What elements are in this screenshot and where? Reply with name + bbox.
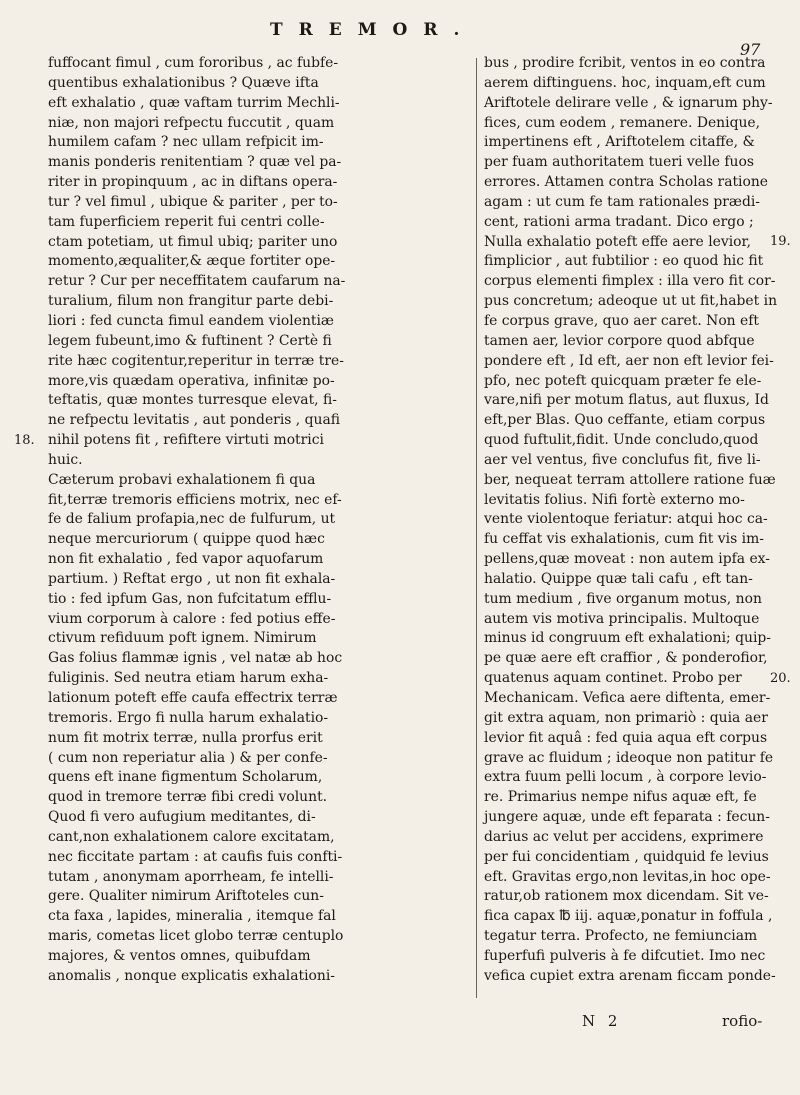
column-divider: [476, 58, 477, 998]
text-line: non fit exhalatio , fed vapor aquofarum: [48, 551, 324, 568]
text-line: tum medium , five organum motus, non: [484, 590, 762, 607]
text-line: Cæterum probavi exhalationem fi qua: [48, 471, 316, 488]
text-line: fimplicior , aut fubtilior : eo quod hic fit: [484, 253, 764, 270]
text-line: ratur,ob rationem mox dicendam. Sit ve-: [484, 888, 769, 905]
text-line: huic.: [48, 451, 83, 468]
text-line: pus concretum; adeoque ut ut fit,habet in: [484, 293, 778, 310]
text-line: nec ficcitate partam : at caufis fuis confti-: [48, 848, 343, 865]
running-header: [0, 20, 800, 59]
margin-note-19: 19.: [770, 234, 791, 249]
text-line: corpus elementi fimplex : illa vero fit cor-: [484, 273, 776, 290]
text-line: num fit motrix terræ, nulla prorfus erit: [48, 729, 323, 746]
running-title: TREMOR.: [270, 20, 476, 40]
text-line: retur ? Cur per neceffitatem caufarum na-: [48, 273, 346, 290]
text-line: more,vis quædam operativa, infinitæ po-: [48, 372, 335, 389]
page-footer: [0, 1012, 800, 1034]
text-line: maris, cometas licet globo terræ centuplo: [48, 928, 344, 945]
text-line: bus , prodire fcribit, ventos in eo contra: [484, 55, 766, 71]
text-line: agam : ut cum fe tam rationales prædi-: [484, 193, 760, 210]
text-line: fu ceffat vis exhalationis, cum fit vis im-: [484, 531, 764, 548]
text-line: tam fuperficiem reperit fui centri colle-: [48, 213, 325, 230]
text-line: cant,non exhalationem calore excitatam,: [48, 828, 335, 845]
text-line: per fuam authoritatem tueri velle fuos: [484, 154, 754, 171]
text-line: ber, nequeat terram attollere ratione fuæ: [484, 471, 776, 488]
text-line: teftatis, quæ montes turresque elevat, fi-: [48, 392, 337, 409]
text-line: pondere eft , Id eft, aer non eft levior fei-: [484, 352, 774, 369]
text-line: fica capax ℔ iij. aquæ,ponatur in foffula ,: [484, 908, 773, 925]
text-line: gere. Qualiter nimirum Ariftoteles cun-: [48, 888, 324, 905]
text-line: quod in tremore terræ fibi credi volunt.: [48, 789, 328, 806]
left-text-column: [48, 54, 468, 987]
text-line: eft. Gravitas ergo,non levitas,in hoc ope-: [484, 868, 771, 885]
text-line: quens eft inane figmentum Scholarum,: [48, 769, 323, 786]
text-line: Gas folius flammæ ignis , vel natæ ab hoc: [48, 650, 343, 667]
text-line: grave ac fluidum ; ideoque non patitur fe: [484, 749, 774, 766]
text-line: errores. Attamen contra Scholas ratione: [484, 174, 769, 191]
text-line: manis ponderis renitentiam ? quæ vel pa-: [48, 154, 342, 171]
text-line: ctam potetiam, ut fimul ubiq; pariter uno: [48, 233, 338, 250]
text-line: fuperfufi pulveris à fe difcutiet. Imo nec: [484, 947, 766, 964]
text-line: cent, rationi arma tradant. Dico ergo ;: [484, 213, 754, 230]
text-line: quentibus exhalationibus ? Quæve ifta: [48, 74, 319, 91]
text-line: Mechanicam. Vefica aere diftenta, emer-: [484, 690, 771, 706]
text-line: riter in propinquum , ac in diftans opera-: [48, 174, 338, 191]
page-number: 97: [740, 40, 761, 59]
text-line: jungere aquæ, unde eft feparata : fecun-: [484, 809, 770, 826]
text-line: autem vis motiva principalis. Multoque: [484, 610, 760, 627]
text-line: ctivum refiduum poft ignem. Nimirum: [48, 630, 317, 647]
text-line: eft,per Blas. Quo ceffante, etiam corpus: [484, 412, 766, 429]
text-line: re. Primarius nempe nifus aquæ eft, fe: [484, 789, 757, 806]
signature-mark: N 2: [582, 1012, 622, 1030]
text-line: vefica cupiet extra arenam ficcam ponde-: [484, 967, 776, 984]
text-line: fuffocant fimul , cum fororibus , ac fubfe-: [48, 55, 339, 71]
text-line: Quod fi vero aufugium meditantes, di-: [48, 809, 316, 826]
text-line: tio : fed ipfum Gas, non fufcitatum efflu-: [48, 590, 332, 607]
text-line: tegatur terra. Profecto, ne femiunciam: [484, 928, 758, 945]
text-line: aer vel ventus, five conclufus fit, five li-: [484, 451, 761, 468]
text-line: aerem diftinguens. hoc, inquam,eft cum: [484, 74, 766, 91]
text-line: levitatis folius. Nifi fortè externo mo-: [484, 491, 745, 508]
text-line: ( cum non reperiatur alia ) & per confe-: [48, 749, 328, 766]
text-line: eft exhalatio , quæ vaftam turrim Mechli-: [48, 94, 340, 111]
text-line: nihil potens fit , refiftere virtuti motrici: [48, 432, 324, 449]
text-line: fe corpus grave, quo aer caret. Non eft: [484, 312, 759, 329]
text-line: niæ, non majori refpectu fuccutit , quam: [48, 114, 335, 131]
text-line: impertinens eft , Ariftotelem citaffe, &: [484, 134, 755, 151]
text-line: Ariftotele delirare velle , & ignarum phy-: [484, 94, 773, 111]
text-line: extra fuum pelli locum , à corpore levio-: [484, 769, 767, 786]
margin-note-20: 20.: [770, 671, 791, 686]
text-line: pfo, nec poteft quicquam præter fe ele-: [484, 372, 762, 389]
text-line: Nulla exhalatio poteft effe aere levior,: [484, 233, 752, 250]
text-line: fuliginis. Sed neutra etiam harum exha-: [48, 670, 329, 687]
text-line: humilem cafam ? nec ullam refpicit im-: [48, 134, 324, 151]
text-line: halatio. Quippe quæ tali cafu , eft tan-: [484, 570, 753, 587]
text-line: anomalis , nonque explicatis exhalationi-: [48, 967, 335, 984]
text-line: fe de falium profapia,nec de fulfurum, ut: [48, 511, 336, 528]
text-line: tamen aer, levior corpore quod abfque: [484, 332, 755, 349]
text-line: quod fuftulit,fidit. Unde concludo,quod: [484, 432, 759, 449]
text-line: fit,terræ tremoris efficiens motrix, nec ef-: [48, 491, 342, 508]
text-line: cta faxa , lapides, mineralia , itemque fal: [48, 908, 336, 925]
text-line: minus id congruum eft exhalationi; quip-: [484, 630, 772, 647]
text-line: majores, & ventos omnes, quibufdam: [48, 947, 311, 964]
text-line: turalium, filum non frangitur parte debi-: [48, 293, 334, 310]
text-line: vare,nifi per motum flatus, aut fluxus, Id: [484, 392, 769, 409]
text-line: vente violentoque feriatur: atqui hoc ca-: [484, 511, 768, 528]
margin-note-18: 18.: [14, 433, 35, 448]
catchword: rofio-: [722, 1012, 763, 1030]
text-line: fices, cum eodem , remanere. Denique,: [484, 114, 761, 131]
text-line: liori : fed cuncta fimul eandem violentiæ: [48, 312, 334, 329]
text-line: momento,æqualiter,& æque fortiter ope-: [48, 253, 336, 270]
text-line: per fui concidentiam , quidquid fe levius: [484, 848, 769, 865]
text-line: pe quæ aere eft craffior , & ponderofior,: [484, 650, 768, 667]
text-line: lationum poteft effe caufa effectrix terræ: [48, 690, 338, 706]
text-line: levior fit aquâ : fed quia aqua eft corpus: [484, 729, 768, 746]
text-line: tutam , anonymam aporrheam, fe intelli-: [48, 868, 334, 885]
text-line: ne refpectu levitatis , aut ponderis , quafi: [48, 412, 341, 429]
text-line: tur ? vel fimul , ubique & pariter , per to-: [48, 193, 338, 210]
text-line: darius ac velut per accidens, exprimere: [484, 828, 764, 845]
text-line: vium corporum à calore : fed potius effe-: [48, 610, 336, 627]
text-line: partium. ) Reftat ergo , ut non fit exhala-: [48, 570, 336, 587]
text-line: legem fubeunt,imo & fuftinent ? Certè fi: [48, 332, 332, 349]
text-line: git extra aquam, non primariò : quia aer: [484, 709, 768, 726]
text-line: quatenus aquam continet. Probo per: [484, 670, 742, 687]
text-line: pellens,quæ moveat : non autem ipfa ex-: [484, 551, 770, 568]
text-line: tremoris. Ergo fi nulla harum exhalatio-: [48, 709, 329, 726]
text-line: neque mercuriorum ( quippe quod hæc: [48, 531, 325, 548]
right-text-column: [484, 54, 778, 987]
text-line: rite hæc cogitentur,reperitur in terræ tre-: [48, 352, 344, 369]
